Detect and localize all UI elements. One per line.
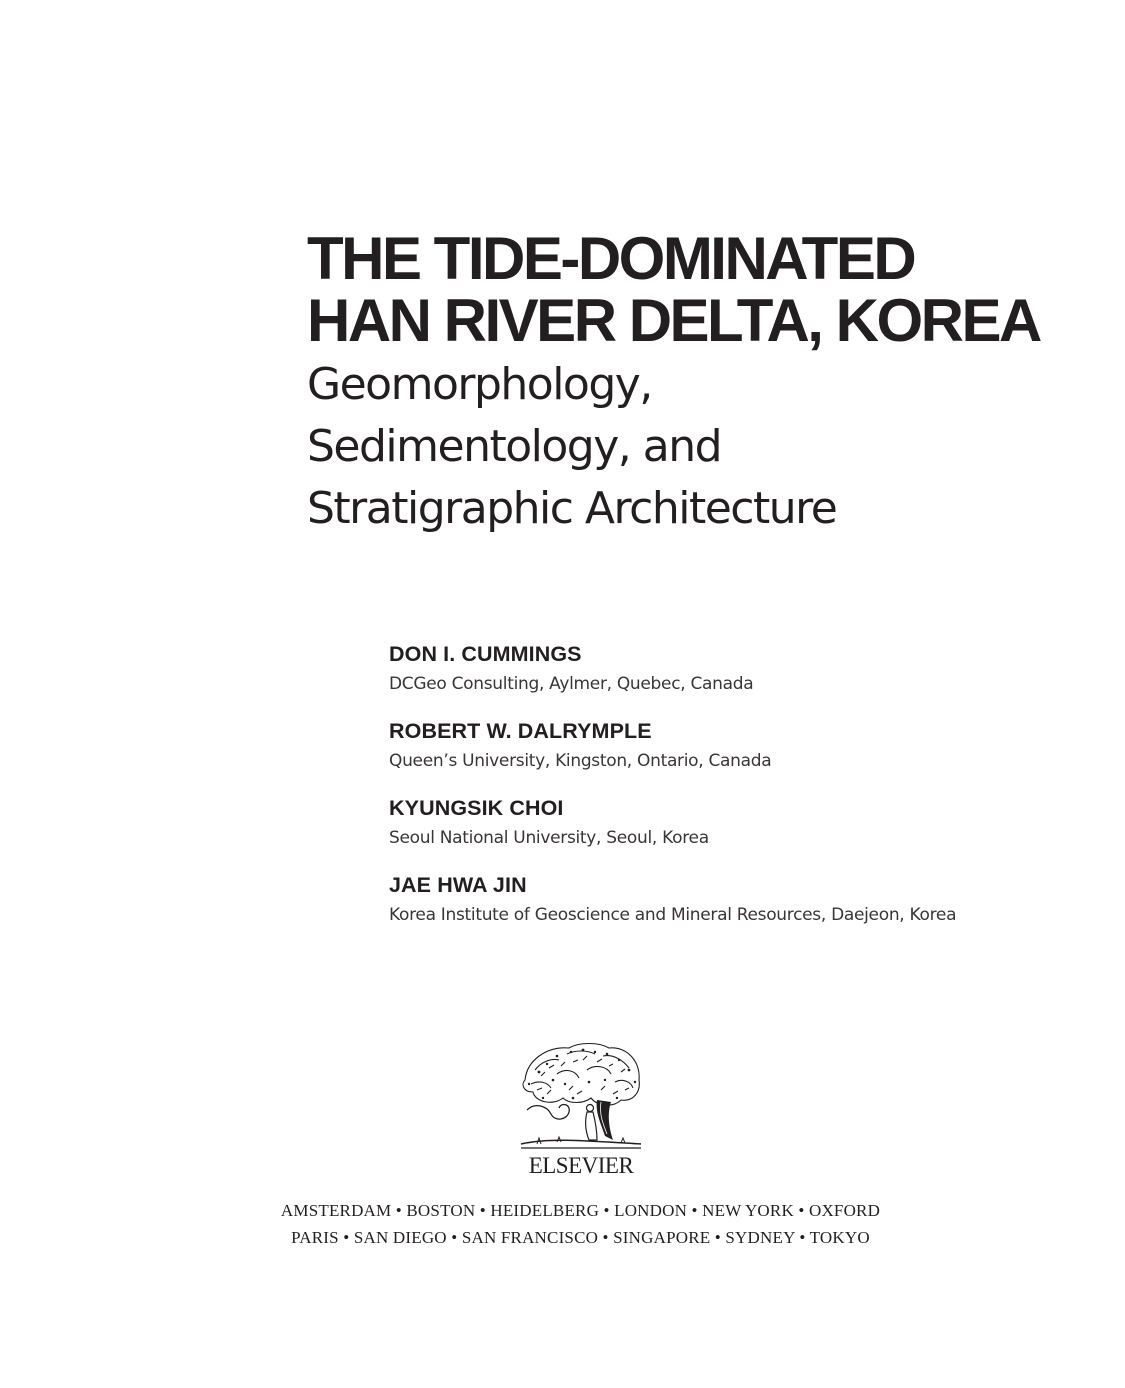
author-entry <box>389 871 1089 931</box>
publisher-name: ELSEVIER <box>528 1153 634 1178</box>
author-entry <box>389 640 1089 700</box>
book-subtitle-line-1: Geomorphology, <box>307 359 652 410</box>
author-entry <box>389 794 1089 854</box>
book-title-line-1: THE TIDE-DOMINATED <box>307 225 915 292</box>
author-list <box>389 640 1089 948</box>
author-name: DON I. CUMMINGS <box>389 642 582 666</box>
publisher-logo <box>517 1040 645 1182</box>
publisher-locations-line-2: PARIS • SAN DIEGO • SAN FRANCISCO • SINGAPORE • SYDNEY • TOKYO <box>291 1228 870 1247</box>
publisher-locations-line-1: AMSTERDAM • BOSTON • HEIDELBERG • LONDON • NEW YORK • OXFORD <box>280 1201 881 1220</box>
publisher-locations <box>0 1197 1125 1251</box>
book-subtitle-line-3: Stratigraphic Architecture <box>307 483 837 534</box>
book-subtitle-line-2: Sedimentology, and <box>307 421 722 472</box>
book-title-block <box>307 225 1067 540</box>
author-affiliation: Queen’s University, Kingston, Ontario, Canada <box>389 751 772 771</box>
author-name: JAE HWA JIN <box>389 873 527 897</box>
author-affiliation: Seoul National University, Seoul, Korea <box>389 828 709 848</box>
elsevier-tree-logo-icon <box>517 1040 645 1152</box>
author-affiliation: DCGeo Consulting, Aylmer, Quebec, Canada <box>389 674 754 694</box>
author-name: ROBERT W. DALRYMPLE <box>389 719 652 743</box>
book-title-line-2: HAN RIVER DELTA, KOREA <box>307 287 1040 354</box>
author-name: KYUNGSIK CHOI <box>389 796 564 820</box>
author-entry <box>389 717 1089 777</box>
author-affiliation: Korea Institute of Geoscience and Mineral Resources, Daejeon, Korea <box>389 905 957 925</box>
